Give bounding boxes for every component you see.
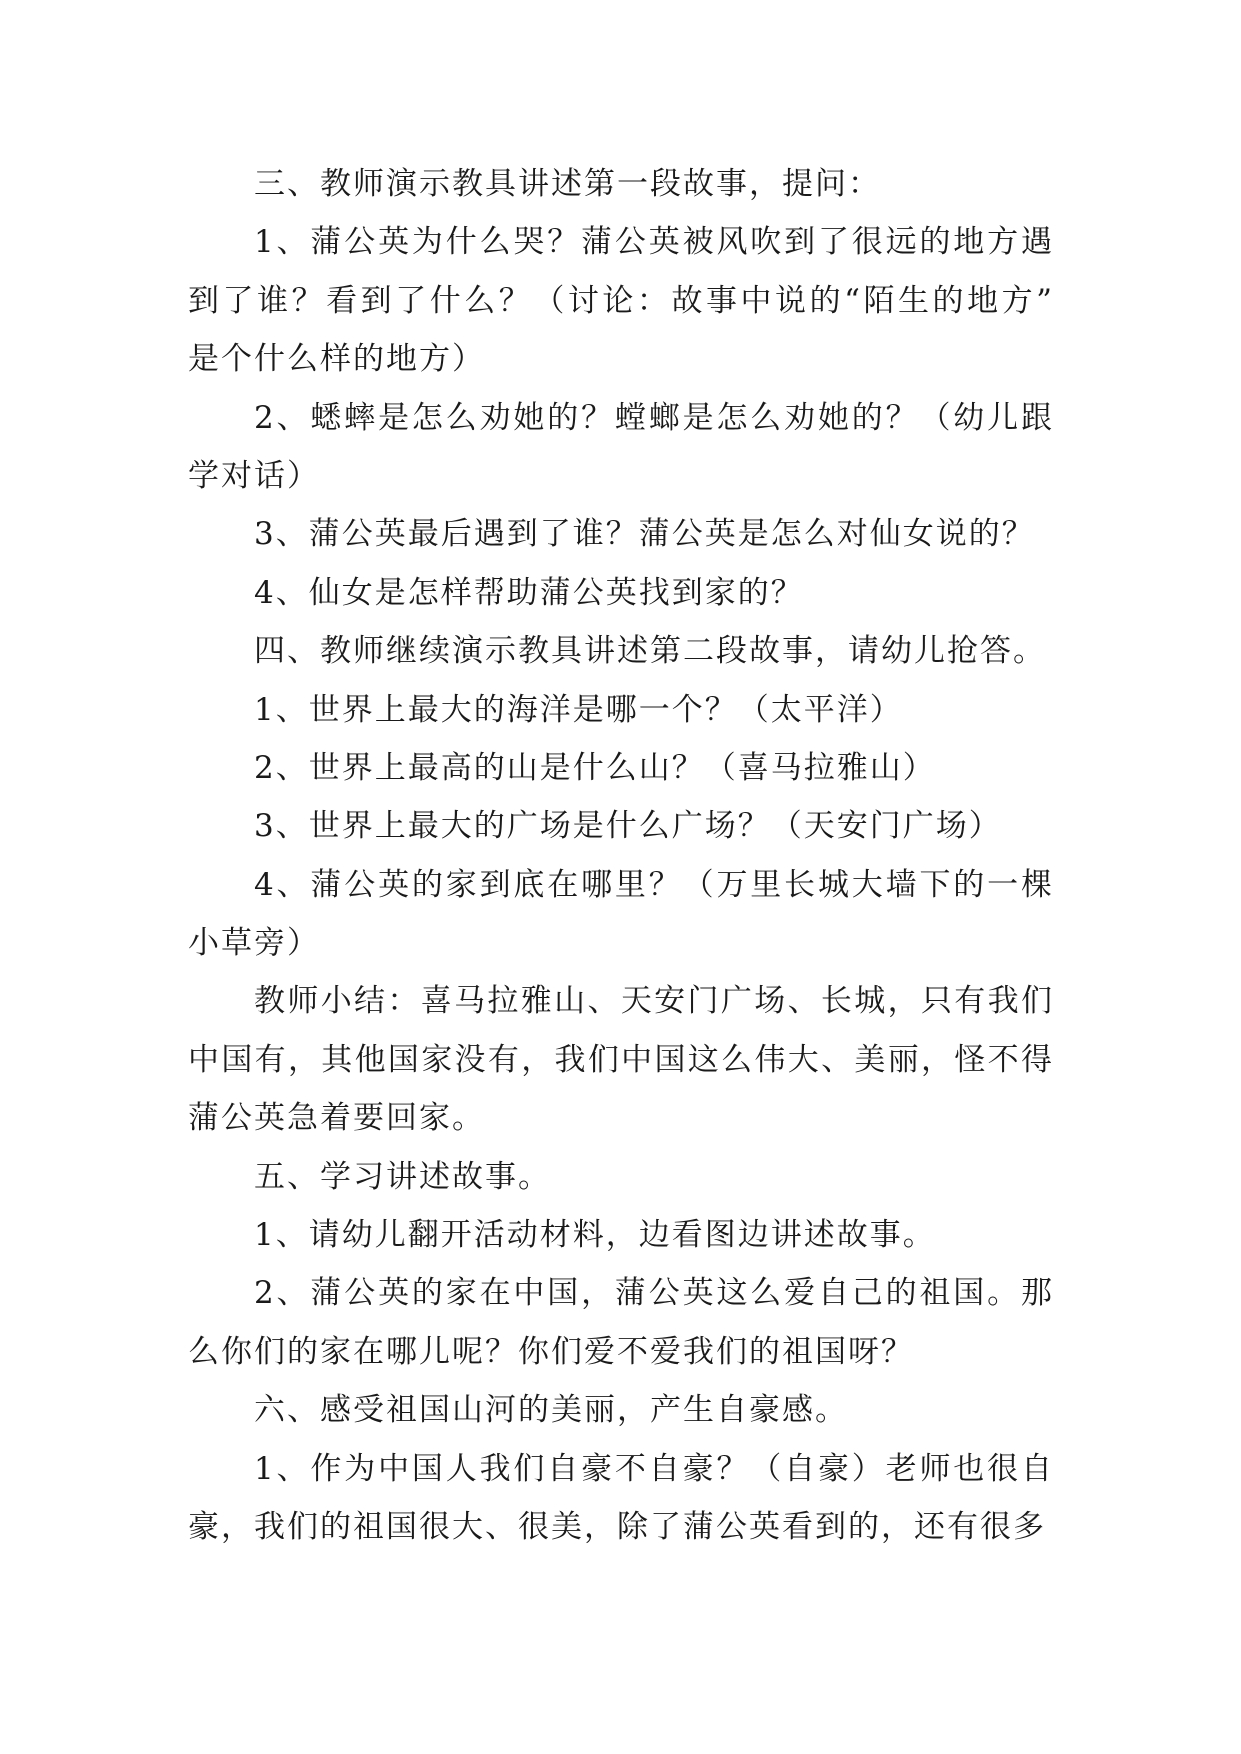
text-line: 三、教师演示教具讲述第一段故事，提问： [254,166,881,202]
text-line: 1、请幼儿翻开活动材料，边看图边讲述故事。 [254,1217,936,1254]
paragraph [188,213,1054,388]
text-line: 教师小结：喜马拉雅山、天安门广场、长城，只有我们 [254,983,1054,1020]
paragraph [188,564,1054,622]
text-line: 蒲公英急着要回家。 [188,1100,485,1137]
text-line: 到了谁？看到了什么？（讨论：故事中说的“陌生的地方” [188,282,1054,319]
document-body [188,155,1054,1556]
text-line: 1、世界上最大的海洋是哪一个？（太平洋） [254,691,903,728]
text-line: 4、仙女是怎样帮助蒲公英找到家的？ [254,574,804,611]
text-line: 是个什么样的地方） [188,341,485,378]
text-line: 五、学习讲述故事。 [254,1158,551,1195]
text-line: 中国有，其他国家没有，我们中国这么伟大、美丽，怪不得 [188,1041,1054,1078]
text-line: 2、蒲公英的家在中国，蒲公英这么爱自己的祖国。那 [254,1275,1054,1312]
paragraph [188,972,1054,1147]
paragraph [188,856,1054,973]
paragraph [188,155,1054,213]
text-line: 3、蒲公英最后遇到了谁？蒲公英是怎么对仙女说的？ [254,516,1035,553]
text-line: 豪，我们的祖国很大、很美，除了蒲公英看到的，还有很多 [188,1508,1046,1545]
paragraph [188,622,1054,680]
text-line: 1、作为中国人我们自豪不自豪？（自豪）老师也很自 [254,1450,1054,1487]
paragraph [188,1206,1054,1264]
paragraph [188,1264,1054,1381]
text-line: 2、蟋蟀是怎么劝她的？螳螂是怎么劝她的？（幼儿跟 [254,399,1054,436]
text-line: 么你们的家在哪儿呢？你们爱不爱我们的祖国呀？ [188,1333,914,1370]
paragraph [188,739,1054,797]
text-line: 1、蒲公英为什么哭？蒲公英被风吹到了很远的地方遇 [254,224,1054,261]
text-line: 4、蒲公英的家到底在哪里？（万里长城大墙下的一棵 [254,866,1054,903]
text-line: 2、世界上最高的山是什么山？（喜马拉雅山） [254,749,936,786]
paragraph [188,505,1054,563]
text-line: 学对话） [188,457,320,494]
paragraph [188,1148,1054,1206]
paragraph [188,681,1054,739]
text-line: 四、教师继续演示教具讲述第二段故事，请幼儿抢答。 [254,633,1046,670]
paragraph [188,1440,1054,1557]
paragraph [188,389,1054,506]
text-line: 小草旁） [188,925,320,962]
paragraph [188,797,1054,855]
paragraph [188,1381,1054,1439]
text-line: 3、世界上最大的广场是什么广场？（天安门广场） [254,808,1002,845]
text-line: 六、感受祖国山河的美丽，产生自豪感。 [254,1392,848,1429]
